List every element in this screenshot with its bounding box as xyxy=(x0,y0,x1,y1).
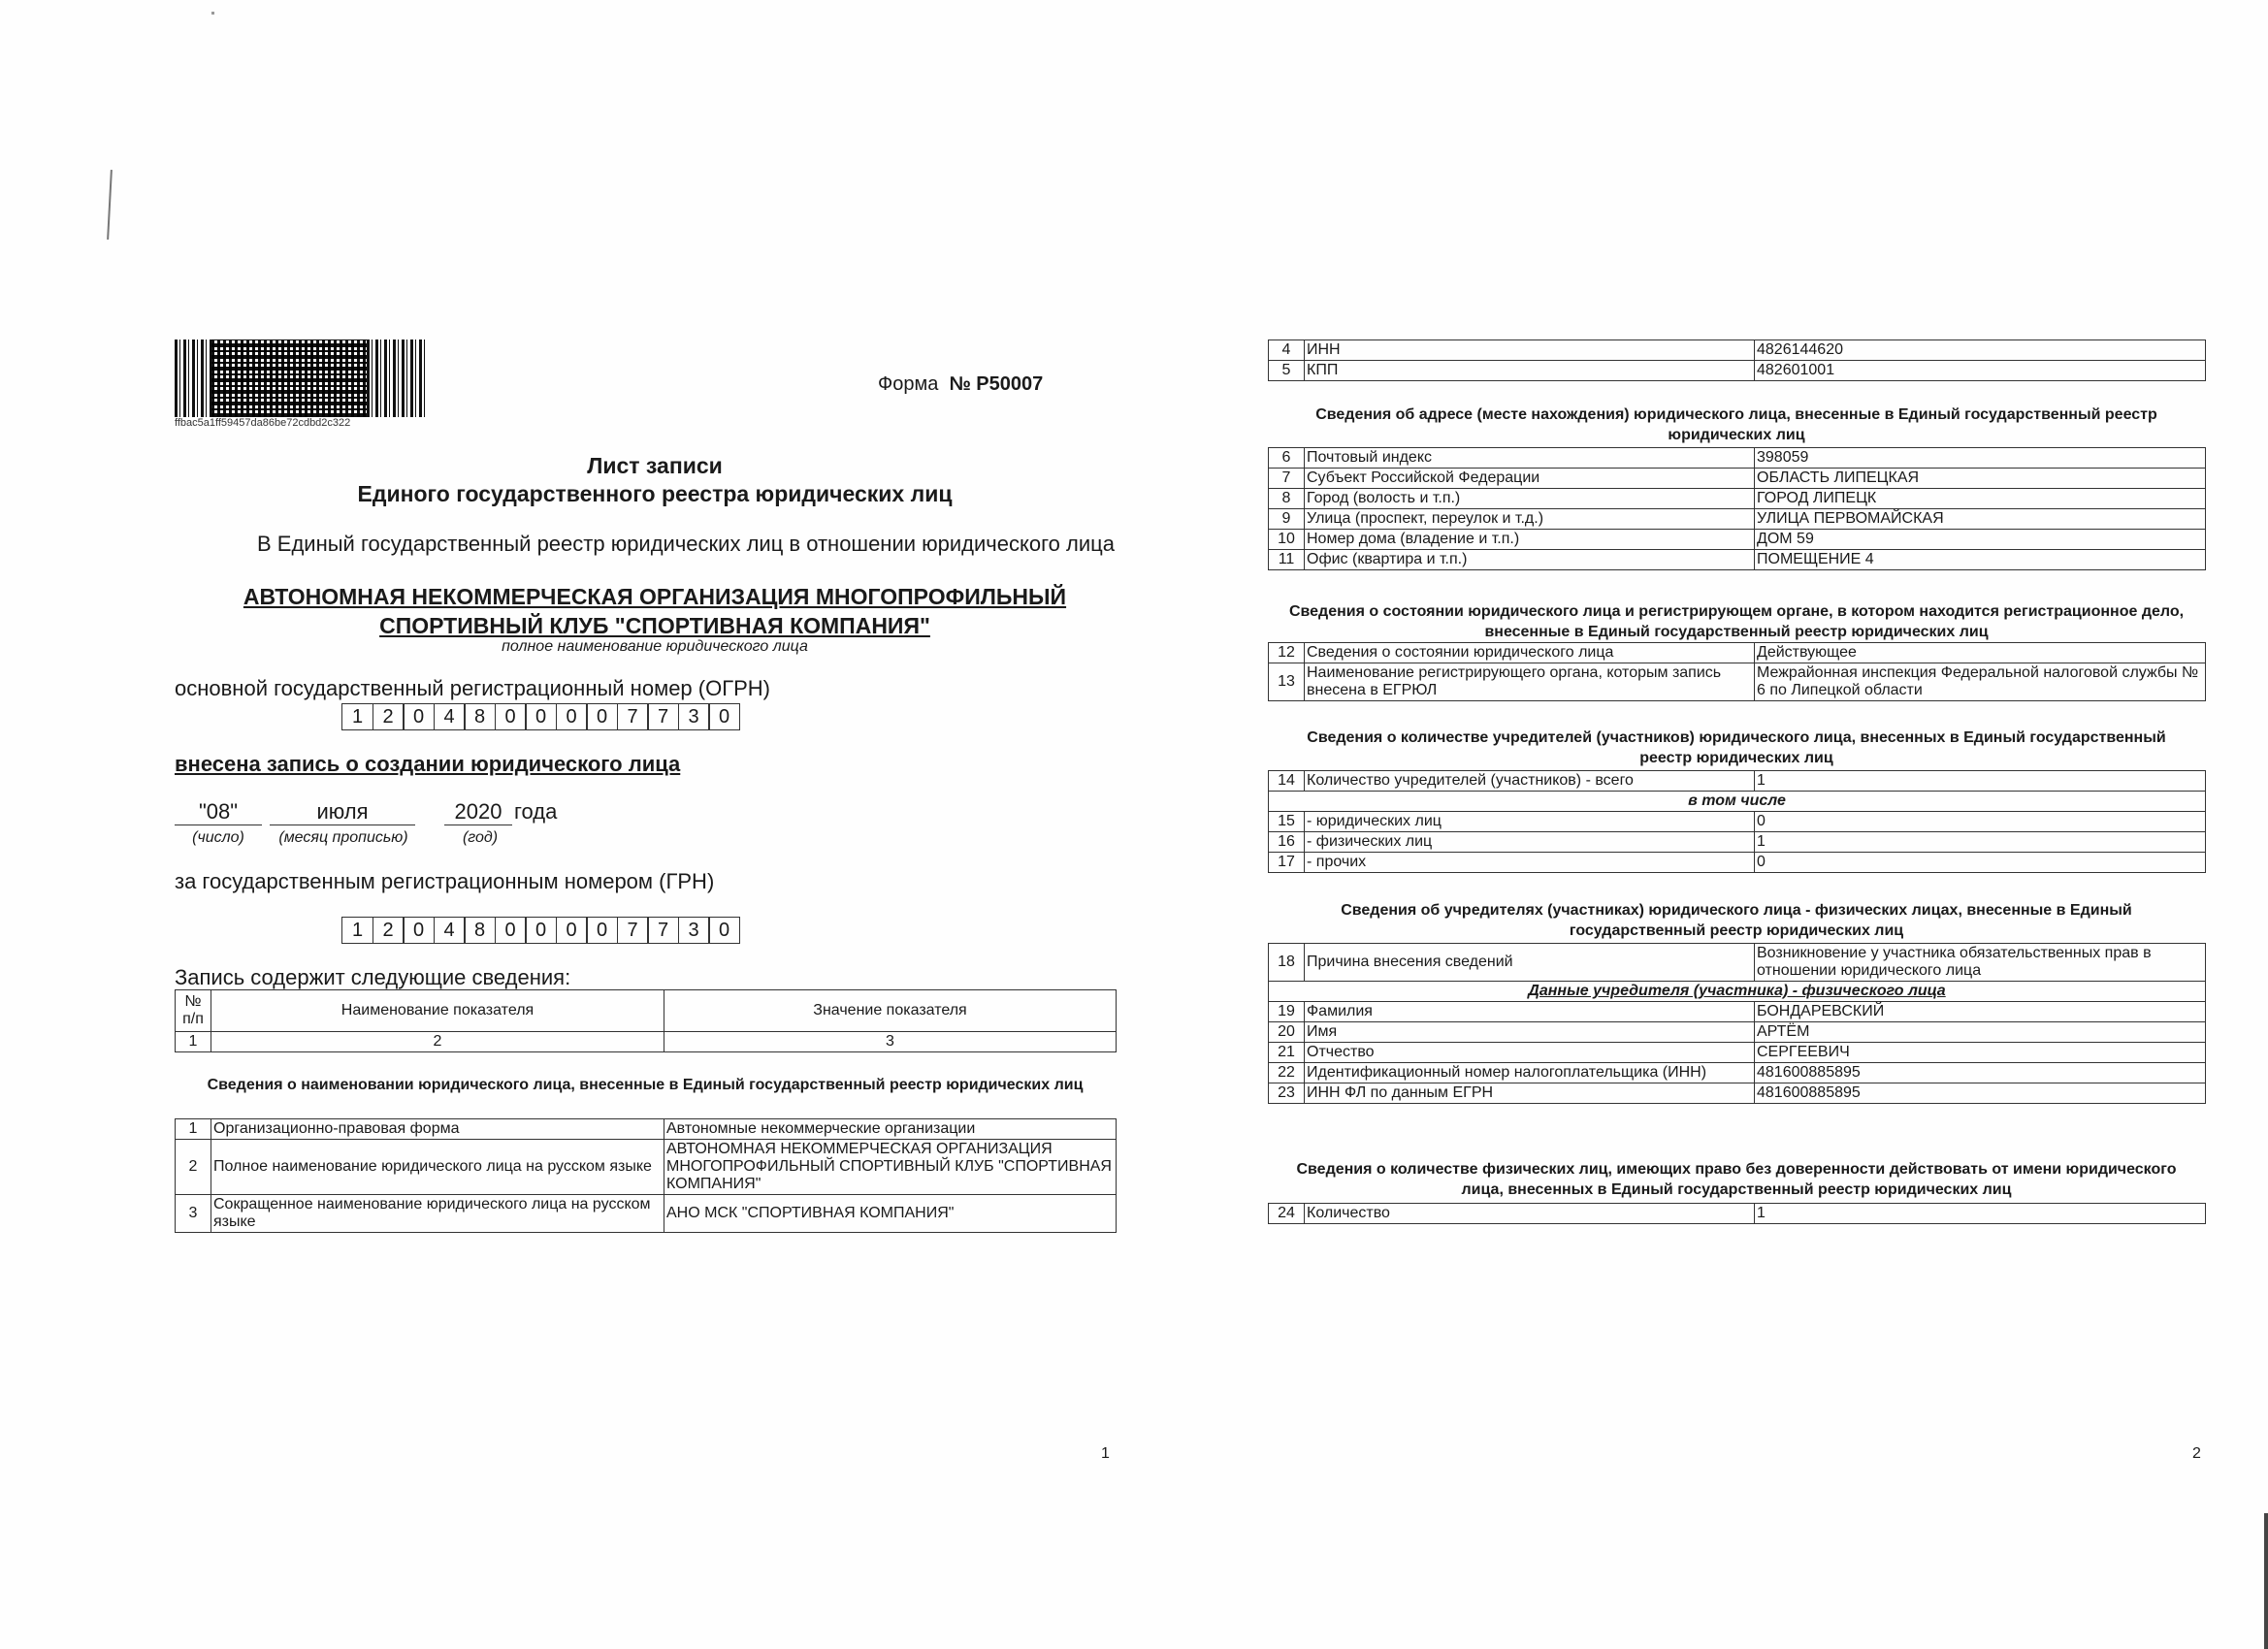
row-number: 7 xyxy=(1269,469,1305,489)
col-num-header: № п/п xyxy=(176,990,211,1032)
row-number: 8 xyxy=(1269,489,1305,509)
row-number: 3 xyxy=(176,1195,211,1233)
row-value: Автономные некоммерческие организации xyxy=(664,1119,1117,1140)
section-title-founders: Сведения об учредителях (участниках) юридического лица - физических лицах, внесенные в Единый государственный реестр юридических лиц xyxy=(1341,902,2132,939)
table-row xyxy=(1269,663,2206,701)
barcode-text: ffbac5a1ff59457da86be72cdbd2c322 xyxy=(175,417,351,429)
page-title: Лист записи xyxy=(587,453,723,478)
row-number: 5 xyxy=(1269,361,1305,381)
table-row xyxy=(1269,771,2206,792)
table-row xyxy=(1269,1043,2206,1063)
row-value: ГОРОД ЛИПЕЦК xyxy=(1755,489,2206,509)
table-row xyxy=(1269,1063,2206,1083)
page-number-1: 1 xyxy=(1101,1445,1110,1462)
table-row xyxy=(1269,1002,2206,1022)
date-month: июля xyxy=(270,799,415,825)
form-code: № Р50007 xyxy=(949,373,1044,395)
grn-digit: 0 xyxy=(586,917,618,944)
ogrn-digit: 0 xyxy=(403,703,435,730)
row-name: Причина внесения сведений xyxy=(1305,944,1755,982)
ogrn-digit: 7 xyxy=(617,703,649,730)
row-name: Отчество xyxy=(1305,1043,1755,1063)
table-row xyxy=(1269,1022,2206,1043)
row-number: 6 xyxy=(1269,448,1305,469)
date-day-caption: (число) xyxy=(192,829,244,846)
date-suffix: года xyxy=(514,799,558,824)
contains-label: Запись содержит следующие сведения: xyxy=(175,965,571,989)
row-number: 4 xyxy=(1269,340,1305,361)
scan-mark xyxy=(107,170,113,240)
name-table xyxy=(175,1118,1117,1233)
date-year: 2020 xyxy=(444,799,512,825)
row-number: 23 xyxy=(1269,1083,1305,1104)
table-row xyxy=(1269,469,2206,489)
row-name: Сведения о состоянии юридического лица xyxy=(1305,643,1755,663)
table-row xyxy=(1269,643,2206,663)
row-value: АВТОНОМНАЯ НЕКОММЕРЧЕСКАЯ ОРГАНИЗАЦИЯ МНОГОПРОФИЛЬНЫЙ СПОРТИВНЫЙ КЛУБ "СПОРТИВНАЯ КОМПАНИЯ" xyxy=(664,1140,1117,1195)
row-value: Межрайонная инспекция Федеральной налоговой службы № 6 по Липецкой области xyxy=(1755,663,2206,701)
row-value: 4826144620 xyxy=(1755,340,2206,361)
row-name: Номер дома (владение и т.п.) xyxy=(1305,530,1755,550)
row-name: Полное наименование юридического лица на русском языке xyxy=(211,1140,664,1195)
row-number: 9 xyxy=(1269,509,1305,530)
org-name-caption: полное наименование юридического лица xyxy=(502,638,808,655)
table-row xyxy=(176,1195,1117,1233)
row-value: 0 xyxy=(1755,853,2206,873)
header-table xyxy=(175,989,1117,1052)
persons-table xyxy=(1268,1203,2206,1224)
founders-table xyxy=(1268,943,2206,1104)
col-index: 2 xyxy=(211,1032,664,1052)
row-value: АНО МСК "СПОРТИВНАЯ КОМПАНИЯ" xyxy=(664,1195,1117,1233)
scan-edge xyxy=(2264,1513,2268,1649)
status-table xyxy=(1268,642,2206,701)
ogrn-digit: 0 xyxy=(495,703,527,730)
scan-speck xyxy=(211,12,214,15)
row-number: 16 xyxy=(1269,832,1305,853)
row-name: Фамилия xyxy=(1305,1002,1755,1022)
row-name: - прочих xyxy=(1305,853,1755,873)
row-number: 17 xyxy=(1269,853,1305,873)
row-value: 1 xyxy=(1755,1204,2206,1224)
row-value: УЛИЦА ПЕРВОМАЙСКАЯ xyxy=(1755,509,2206,530)
row-name: - физических лиц xyxy=(1305,832,1755,853)
table-row xyxy=(1269,340,2206,361)
row-number: 14 xyxy=(1269,771,1305,792)
grn-digit: 1 xyxy=(341,917,373,944)
grn-digit: 3 xyxy=(678,917,710,944)
row-name: ИНН xyxy=(1305,340,1755,361)
row-name: ИНН ФЛ по данным ЕГРН xyxy=(1305,1083,1755,1104)
date-month-caption: (месяц прописью) xyxy=(278,829,408,846)
table-row xyxy=(1269,1083,2206,1104)
ogrn-digit: 0 xyxy=(556,703,588,730)
row-number: 18 xyxy=(1269,944,1305,982)
ogrn-digit: 8 xyxy=(464,703,496,730)
section-title-status: Сведения о состоянии юридического лица и регистрирующем органе, в котором находится регистрационное дело, внесенные в Единый государственный реестр юридических лиц xyxy=(1288,603,2185,640)
intro-text: В Единый государственный реестр юридических лиц в отношении юридического лица xyxy=(257,532,1115,556)
section-title-persons: Сведения о количестве физических лиц, имеющих право без доверенности действовать от имени юридического лица, внесенных в Единый государственный реестр юридических лиц xyxy=(1296,1161,2177,1198)
table-row xyxy=(1269,448,2206,469)
row-name: Количество учредителей (участников) - всего xyxy=(1305,771,1755,792)
ogrn-digit: 2 xyxy=(373,703,405,730)
row-value: 482601001 xyxy=(1755,361,2206,381)
table-row xyxy=(176,990,1117,1032)
org-full-name xyxy=(0,582,1310,640)
grn-label: за государственным регистрационным номером (ГРН) xyxy=(175,869,715,893)
row-name: Организационно-правовая форма xyxy=(211,1119,664,1140)
grn-digit: 4 xyxy=(434,917,466,944)
row-value: БОНДАРЕВСКИЙ xyxy=(1755,1002,2206,1022)
section-title-name: Сведения о наименовании юридического лица, внесенные в Единый государственный реестр юридических лиц xyxy=(207,1077,1084,1093)
row-name: Почтовый индекс xyxy=(1305,448,1755,469)
table-row xyxy=(1269,982,2206,1002)
row-value: 1 xyxy=(1755,832,2206,853)
grn-digit: 7 xyxy=(617,917,649,944)
page-number-2: 2 xyxy=(2192,1445,2201,1462)
page-subtitle: Единого государственного реестра юридических лиц xyxy=(357,481,953,506)
section-title-address: Сведения об адресе (месте нахождения) юридического лица, внесенные в Единый государственный реестр юридических лиц xyxy=(1315,406,2157,443)
count-subheader: в том числе xyxy=(1269,792,2206,812)
table-row xyxy=(1269,530,2206,550)
table-row xyxy=(1269,832,2206,853)
col-value-header: Значение показателя xyxy=(664,990,1117,1032)
row-number: 11 xyxy=(1269,550,1305,570)
table-row xyxy=(176,1140,1117,1195)
table-row xyxy=(1269,812,2206,832)
row-name: Улица (проспект, переулок и т.д.) xyxy=(1305,509,1755,530)
row-number: 2 xyxy=(176,1140,211,1195)
row-name: Имя xyxy=(1305,1022,1755,1043)
ogrn-digit: 4 xyxy=(434,703,466,730)
grn-digit: 0 xyxy=(525,917,557,944)
row-value: ПОМЕЩЕНИЕ 4 xyxy=(1755,550,2206,570)
ogrn-digits xyxy=(341,703,739,730)
org-name-line2: СПОРТИВНЫЙ КЛУБ "СПОРТИВНАЯ КОМПАНИЯ" xyxy=(379,613,930,638)
col-index: 1 xyxy=(176,1032,211,1052)
row-name: Идентификационный номер налогоплательщика (ИНН) xyxy=(1305,1063,1755,1083)
table-row xyxy=(1269,489,2206,509)
ogrn-digit: 0 xyxy=(708,703,740,730)
barcode-matrix xyxy=(211,340,367,417)
grn-digit: 2 xyxy=(373,917,405,944)
ogrn-digit: 3 xyxy=(678,703,710,730)
row-value: 0 xyxy=(1755,812,2206,832)
row-name: Количество xyxy=(1305,1204,1755,1224)
ogrn-digit: 0 xyxy=(586,703,618,730)
row-number: 20 xyxy=(1269,1022,1305,1043)
section-title-count: Сведения о количестве учредителей (участников) юридического лица, внесенных в Единый государственный реестр юридических лиц xyxy=(1307,729,2166,766)
row-value: 1 xyxy=(1755,771,2206,792)
table-row xyxy=(176,1032,1117,1052)
row-value: АРТЁМ xyxy=(1755,1022,2206,1043)
col-index: 3 xyxy=(664,1032,1117,1052)
table-row xyxy=(1269,792,2206,812)
grn-digit: 0 xyxy=(403,917,435,944)
table-row xyxy=(1269,944,2206,982)
grn-digit: 0 xyxy=(708,917,740,944)
row-value: ОБЛАСТЬ ЛИПЕЦКАЯ xyxy=(1755,469,2206,489)
table-row xyxy=(1269,550,2206,570)
row-number: 10 xyxy=(1269,530,1305,550)
date-day: "08" xyxy=(175,799,262,825)
count-table xyxy=(1268,770,2206,873)
row-number: 1 xyxy=(176,1119,211,1140)
record-type: внесена запись о создании юридического лица xyxy=(175,752,681,776)
table-row xyxy=(1269,1204,2206,1224)
row-number: 13 xyxy=(1269,663,1305,701)
row-value: Действующее xyxy=(1755,643,2206,663)
row-value: СЕРГЕЕВИЧ xyxy=(1755,1043,2206,1063)
row-number: 24 xyxy=(1269,1204,1305,1224)
grn-digit: 8 xyxy=(464,917,496,944)
barcode xyxy=(175,340,427,417)
row-value: 398059 xyxy=(1755,448,2206,469)
row-value: 481600885895 xyxy=(1755,1063,2206,1083)
address-table xyxy=(1268,447,2206,570)
row-number: 22 xyxy=(1269,1063,1305,1083)
row-name: КПП xyxy=(1305,361,1755,381)
table-row xyxy=(176,1119,1117,1140)
row-value: Возникновение у участника обязательственных прав в отношении юридического лица xyxy=(1755,944,2206,982)
ogrn-label: основной государственный регистрационный номер (ОГРН) xyxy=(175,676,771,700)
table-row xyxy=(1269,361,2206,381)
row-name: Субъект Российской Федерации xyxy=(1305,469,1755,489)
tax-table xyxy=(1268,340,2206,381)
row-number: 19 xyxy=(1269,1002,1305,1022)
col-name-header: Наименование показателя xyxy=(211,990,664,1032)
row-number: 15 xyxy=(1269,812,1305,832)
row-number: 21 xyxy=(1269,1043,1305,1063)
row-name: Сокращенное наименование юридического лица на русском языке xyxy=(211,1195,664,1233)
row-name: Офис (квартира и т.п.) xyxy=(1305,550,1755,570)
row-name: - юридических лиц xyxy=(1305,812,1755,832)
grn-digit: 0 xyxy=(495,917,527,944)
row-number: 12 xyxy=(1269,643,1305,663)
ogrn-digit: 7 xyxy=(647,703,679,730)
form-label: Форма xyxy=(878,373,939,395)
org-name-line1: АВТОНОМНАЯ НЕКОММЕРЧЕСКАЯ ОРГАНИЗАЦИЯ МНОГОПРОФИЛЬНЫЙ xyxy=(243,584,1067,609)
row-value: 481600885895 xyxy=(1755,1083,2206,1104)
grn-digit: 7 xyxy=(647,917,679,944)
ogrn-digit: 0 xyxy=(525,703,557,730)
founders-subheader: Данные учредителя (участника) - физического лица xyxy=(1269,982,2206,1002)
table-row xyxy=(1269,853,2206,873)
table-row xyxy=(1269,509,2206,530)
row-name: Наименование регистрирующего органа, которым запись внесена в ЕГРЮЛ xyxy=(1305,663,1755,701)
row-value: ДОМ 59 xyxy=(1755,530,2206,550)
form-number xyxy=(878,373,1043,396)
date-year-caption: (год) xyxy=(462,829,499,846)
row-name: Город (волость и т.п.) xyxy=(1305,489,1755,509)
grn-digit: 0 xyxy=(556,917,588,944)
ogrn-digit: 1 xyxy=(341,703,373,730)
grn-digits xyxy=(341,917,739,944)
